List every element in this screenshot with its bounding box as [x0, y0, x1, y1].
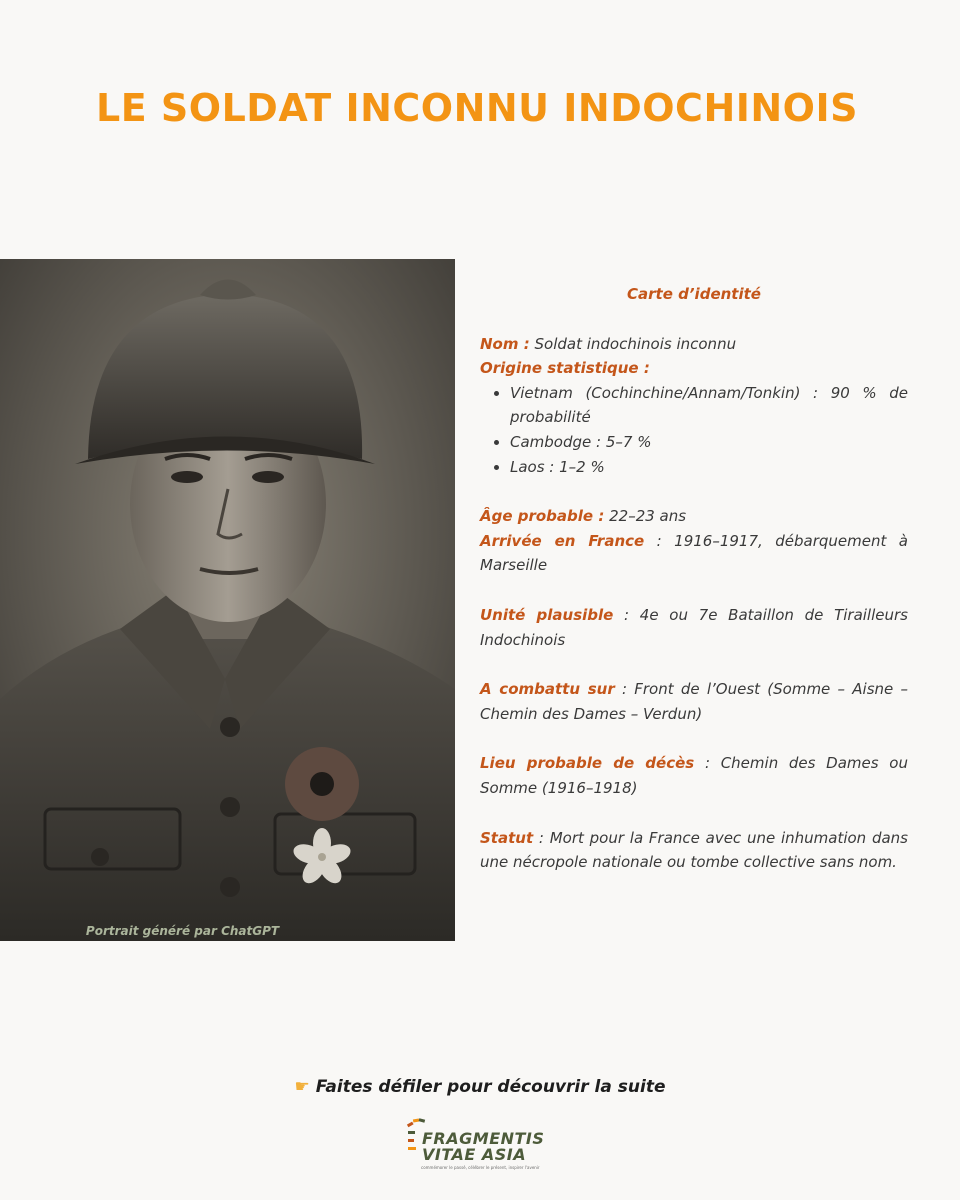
portrait-caption: Portrait généré par ChatGPT — [85, 924, 280, 938]
arrivee-row — [480, 529, 908, 578]
statut-label: Statut — [480, 828, 534, 847]
scroll-prompt — [0, 1077, 960, 1097]
soldier-portrait — [0, 259, 455, 941]
identity-card — [480, 282, 908, 875]
pointing-hand-icon: ☛ — [294, 1077, 310, 1097]
unite-row — [480, 603, 908, 652]
logo-line-1: FRAGMENTIS — [422, 1129, 545, 1148]
statut-row — [480, 826, 908, 875]
lieu-row — [480, 751, 908, 800]
soldier-portrait-image — [0, 259, 455, 941]
logo-line-2: VITAE ASIA — [422, 1145, 527, 1164]
nom-row — [480, 332, 908, 357]
origine-item-laos: • Laos : 1–2 % — [510, 455, 908, 480]
origine-row — [480, 356, 908, 381]
arrivee-label: Arrivée en France — [480, 531, 645, 550]
combat-row — [480, 677, 908, 726]
scroll-text: Faites défiler pour découvrir la suite — [315, 1077, 666, 1097]
lieu-label: Lieu probable de décès — [480, 754, 695, 773]
unite-label: Unité plausible — [480, 605, 614, 624]
unite-value: : 4e ou 7e Bataillon de Tirailleurs Indochinois — [480, 605, 908, 649]
age-value: 22–23 ans — [609, 507, 687, 526]
lieu-value: : Chemin des Dames ou Somme (1916–1918) — [480, 754, 908, 797]
origine-item-cambodge: • Cambodge : 5–7 % — [510, 430, 908, 455]
nom-label: Nom : — [480, 334, 530, 353]
arrivee-value: : 1916–1917, débarquement à Marseille — [480, 531, 908, 575]
page-title: LE SOLDAT INCONNU INDOCHINOIS — [96, 86, 858, 130]
combat-value: : Front de l’Ouest (Somme – Aisne – Chemin des Dames – Verdun) — [480, 680, 908, 723]
age-label: Âge probable : — [480, 507, 605, 526]
origine-item-vietnam: • Vietnam (Cochinchine/Annam/Tonkin) : 90 % de probabilité — [510, 381, 908, 430]
statut-value: : Mort pour la France avec une inhumation dans une nécropole nationale ou tombe collective sans nom. — [480, 828, 908, 872]
origine-list — [480, 381, 908, 479]
card-heading: Carte d’identité — [627, 285, 761, 303]
age-row — [480, 504, 908, 529]
combat-label: A combattu sur — [480, 680, 615, 699]
logo-tagline: commémorer le passé, célébrer le présent, inspirer l'avenir — [421, 1165, 540, 1170]
origine-label: Origine statistique : — [480, 359, 650, 378]
brand-logo — [405, 1113, 565, 1183]
nom-value: Soldat indochinois inconnu — [534, 334, 737, 353]
